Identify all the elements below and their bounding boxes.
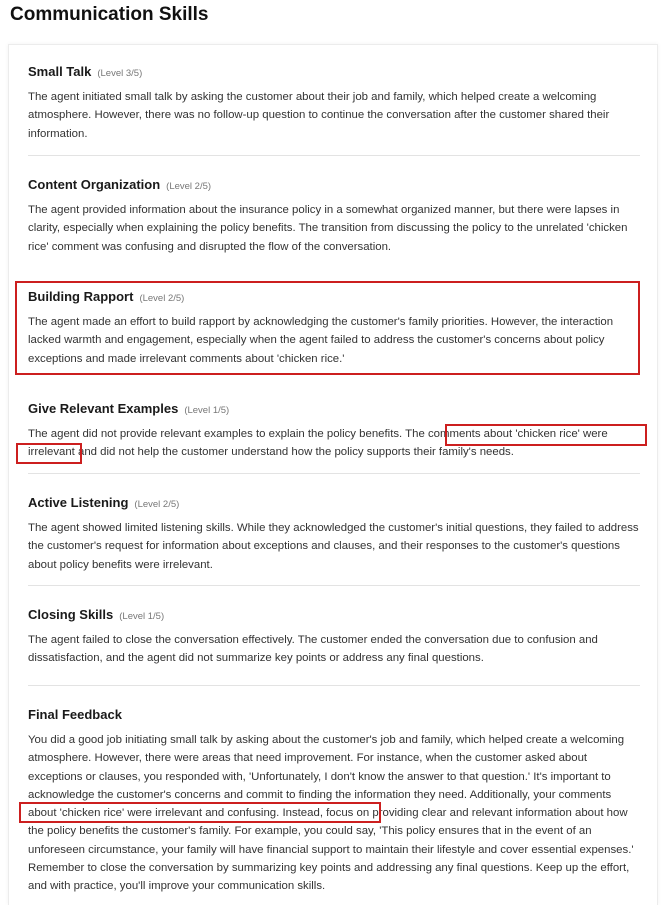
section-building-rapport [28, 287, 640, 368]
level-badge: (Level 3/5) [97, 68, 143, 79]
section-active-listening [28, 493, 640, 574]
section-body: The agent provided information about the insurance policy in a somewhat organized manner, but there were lapses in clarity, especially when explaining the policy benefits. The transition from discussing the policy to the unrelated 'chicken rice' comment was confusing and disrupted the flow of the conversation. [28, 204, 628, 253]
section-give-relevant-examples [28, 399, 640, 462]
level-badge: (Level 2/5) [134, 499, 180, 510]
section-title: Building Rapport [28, 289, 134, 304]
section-body: The agent made an effort to build rapport by acknowledging the customer's family priorities. However, the interaction lacked warmth and engagement, especially when the agent failed to address the customer's concerns about policy exceptions and made irrelevant comments about 'chicken rice.' [28, 316, 614, 365]
divider [28, 685, 640, 686]
section-content-organization [28, 175, 640, 256]
section-title: Content Organization [28, 177, 161, 192]
section-body: The agent failed to close the conversation effectively. The customer ended the conversation due to confusion and dissatisfaction, and the agent did not summarize key points or address any final questions. [28, 634, 598, 665]
level-badge: (Level 2/5) [139, 293, 185, 304]
page-title: Communication Skills [10, 4, 209, 25]
divider [28, 473, 640, 474]
section-body: The agent initiated small talk by asking the customer about their job and family, which helped create a welcoming atmosphere. However, there was no follow-up question to continue the conversation after the customer shared their information. [28, 91, 610, 140]
section-title: Closing Skills [28, 607, 114, 622]
level-badge: (Level 1/5) [119, 611, 165, 622]
section-body: The agent did not provide relevant examples to explain the policy benefits. The comments about 'chicken rice' were irrelevant and did not help the customer understand how the policy supports their family's needs. [28, 428, 608, 459]
divider [28, 155, 640, 156]
level-badge: (Level 1/5) [184, 405, 230, 416]
section-body: You did a good job initiating small talk by asking about the customer's job and family, which helped create a welcoming atmosphere. However, there were areas that need improvement. For instance, when the customer asked about exceptions or clauses, you responded with, 'Unfortunately, I don't know the answer to that question.' It's important to acknowledge the customer's concerns and commit to finding the information they need. Additionally, your comments about 'chicken rice' were irrelevant and confusing. Instead, focus on providing clear and relevant information about how the policy benefits the customer's family. For example, you could say, 'This policy ensures that in the event of an unforeseen circumstance, your family will have financial support to maintain their lifestyle and cover essential expenses.' Remember to close the conversation by summarizing key points and addressing any final questions. Keep up the effort, and with practice, you'll improve your communication skills. [28, 734, 634, 893]
section-title: Active Listening [28, 495, 129, 510]
section-title: Small Talk [28, 64, 92, 79]
section-body: The agent showed limited listening skills. While they acknowledged the customer's initial questions, they failed to address the customer's request for information about exceptions and clauses, and their responses to the customer's questions about policy benefits were irrelevant. [28, 522, 639, 571]
section-title: Final Feedback [28, 707, 122, 722]
level-badge: (Level 2/5) [166, 181, 212, 192]
section-final-feedback [28, 705, 640, 896]
section-title: Give Relevant Examples [28, 401, 179, 416]
divider [28, 585, 640, 586]
section-closing-skills [28, 605, 640, 668]
section-small-talk [28, 62, 640, 143]
